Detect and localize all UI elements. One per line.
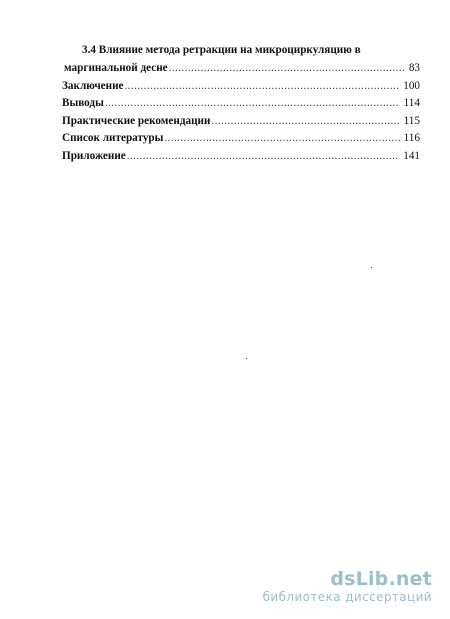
toc-entry-3-4 bbox=[62, 42, 420, 78]
dot-leader bbox=[169, 60, 405, 78]
toc-entry-conclusion bbox=[62, 78, 420, 96]
dot-leader bbox=[127, 148, 399, 166]
toc-entry-title: Приложение bbox=[62, 149, 126, 162]
toc-entry-title-line2: маргинальной десне bbox=[64, 62, 168, 74]
toc-entry-title: Практические рекомендации bbox=[62, 114, 211, 127]
toc-page-number: 100 bbox=[403, 79, 420, 92]
toc-page-number: 141 bbox=[403, 149, 420, 162]
toc-entry-recommendations bbox=[62, 113, 420, 131]
toc-entry-appendix bbox=[62, 148, 420, 166]
toc-entry-title: Заключение bbox=[62, 79, 124, 92]
scan-speck bbox=[246, 358, 247, 359]
watermark bbox=[263, 568, 432, 605]
watermark-tagline: библиотека диссертаций bbox=[262, 590, 432, 604]
watermark-logo: dsLib.net bbox=[330, 568, 432, 590]
toc-entry-references bbox=[62, 130, 420, 148]
toc-page-number: 115 bbox=[403, 114, 420, 127]
toc-page-number: 83 bbox=[408, 62, 420, 74]
toc-page-number: 116 bbox=[403, 132, 420, 144]
toc-entry-title-line1: 3.4 Влияние метода ретракции на микроциркуляцию в bbox=[82, 44, 361, 56]
scan-speck bbox=[371, 267, 372, 268]
toc-entry-title: Выводы bbox=[62, 97, 104, 109]
table-of-contents bbox=[62, 42, 420, 165]
dot-leader bbox=[105, 95, 400, 113]
toc-page-number: 114 bbox=[403, 97, 420, 109]
toc-entry-title: Список литературы bbox=[62, 132, 164, 144]
dot-leader bbox=[211, 113, 399, 131]
dot-leader bbox=[164, 130, 399, 148]
dot-leader bbox=[124, 78, 399, 96]
toc-entry-findings bbox=[62, 95, 420, 113]
